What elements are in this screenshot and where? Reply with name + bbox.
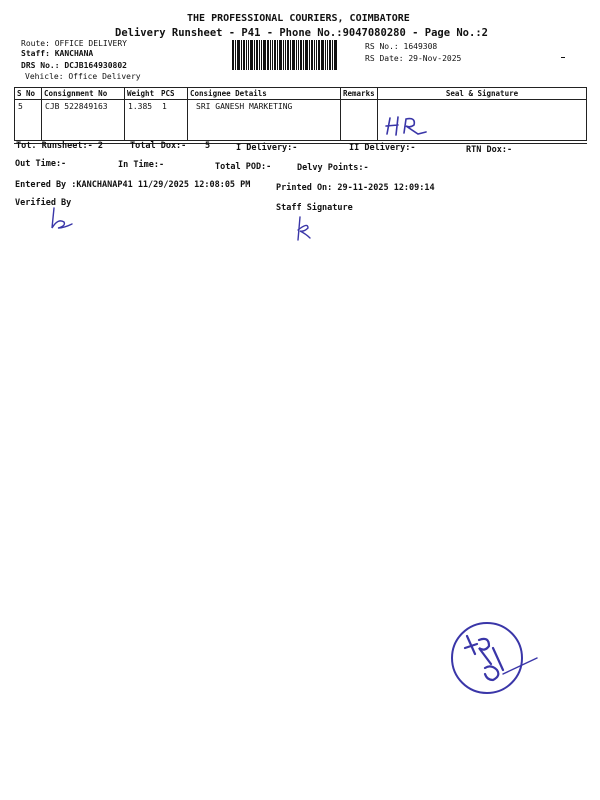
table-header-row [15, 88, 587, 100]
col-seal: Seal & Signature [378, 88, 587, 100]
runsheet-table [14, 87, 587, 141]
entered-by: Entered By :KANCHANAP41 11/29/2025 12:08:05 PM [15, 180, 251, 190]
dash-mark [561, 57, 565, 58]
staff-signature-label: Staff Signature [276, 203, 353, 213]
office-stamp [445, 618, 545, 700]
out-time: Out Time:- [15, 159, 67, 169]
tot-runsheet: Tot. Runsheet:- 2 [16, 141, 103, 151]
col-consignment: Consignment No [42, 88, 125, 100]
barcode [232, 40, 362, 70]
rs-number: RS No.: 1649308 [365, 42, 438, 51]
rtn-dox: RTN Dox:- [466, 145, 513, 155]
rs-date: RS Date: 29-Nov-2025 [365, 54, 462, 63]
cell-consignment: CJB 522849163 [42, 100, 125, 141]
table-row [15, 100, 587, 141]
verified-by-label: Verified By [15, 198, 72, 208]
cell-pcs: 1 [159, 100, 188, 141]
drs-number: DRS No.: DCJB164930802 [21, 61, 127, 70]
runsheet-subtitle: Delivery Runsheet - P41 - Phone No.:9047080280 - Page No.:2 [115, 27, 488, 39]
staff-label: Staff: KANCHANA [21, 49, 94, 58]
total-dox-value: 5 [205, 141, 211, 151]
verified-signature [44, 206, 80, 232]
total-pod: Total POD:- [215, 162, 272, 172]
printed-on: Printed On: 29-11-2025 12:09:14 [276, 183, 435, 193]
company-title: THE PROFESSIONAL COURIERS, COIMBATORE [187, 13, 410, 24]
col-weight: Weight [125, 88, 160, 100]
delvy-points: Delvy Points:- [297, 163, 369, 173]
col-remarks: Remarks [341, 88, 378, 100]
route-label: Route: OFFICE DELIVERY [21, 39, 127, 48]
in-time: In Time:- [118, 160, 165, 170]
cell-consignee: SRI GANESH MARKETING [188, 100, 341, 141]
total-dox-label: Total Dox:- [130, 141, 187, 151]
staff-signature [292, 214, 318, 244]
ii-delivery: II Delivery:- [349, 143, 416, 153]
col-consignee: Consignee Details [188, 88, 341, 100]
cell-sno: 5 [15, 100, 42, 141]
vehicle-label: Vehicle: Office Delivery [25, 72, 141, 81]
col-pcs: PCS [159, 88, 188, 100]
cell-remarks [341, 100, 378, 141]
recipient-signature-mark [384, 114, 430, 138]
col-sno: S No [15, 88, 42, 100]
cell-weight: 1.385 [125, 100, 160, 141]
i-delivery: I Delivery:- [236, 143, 298, 153]
